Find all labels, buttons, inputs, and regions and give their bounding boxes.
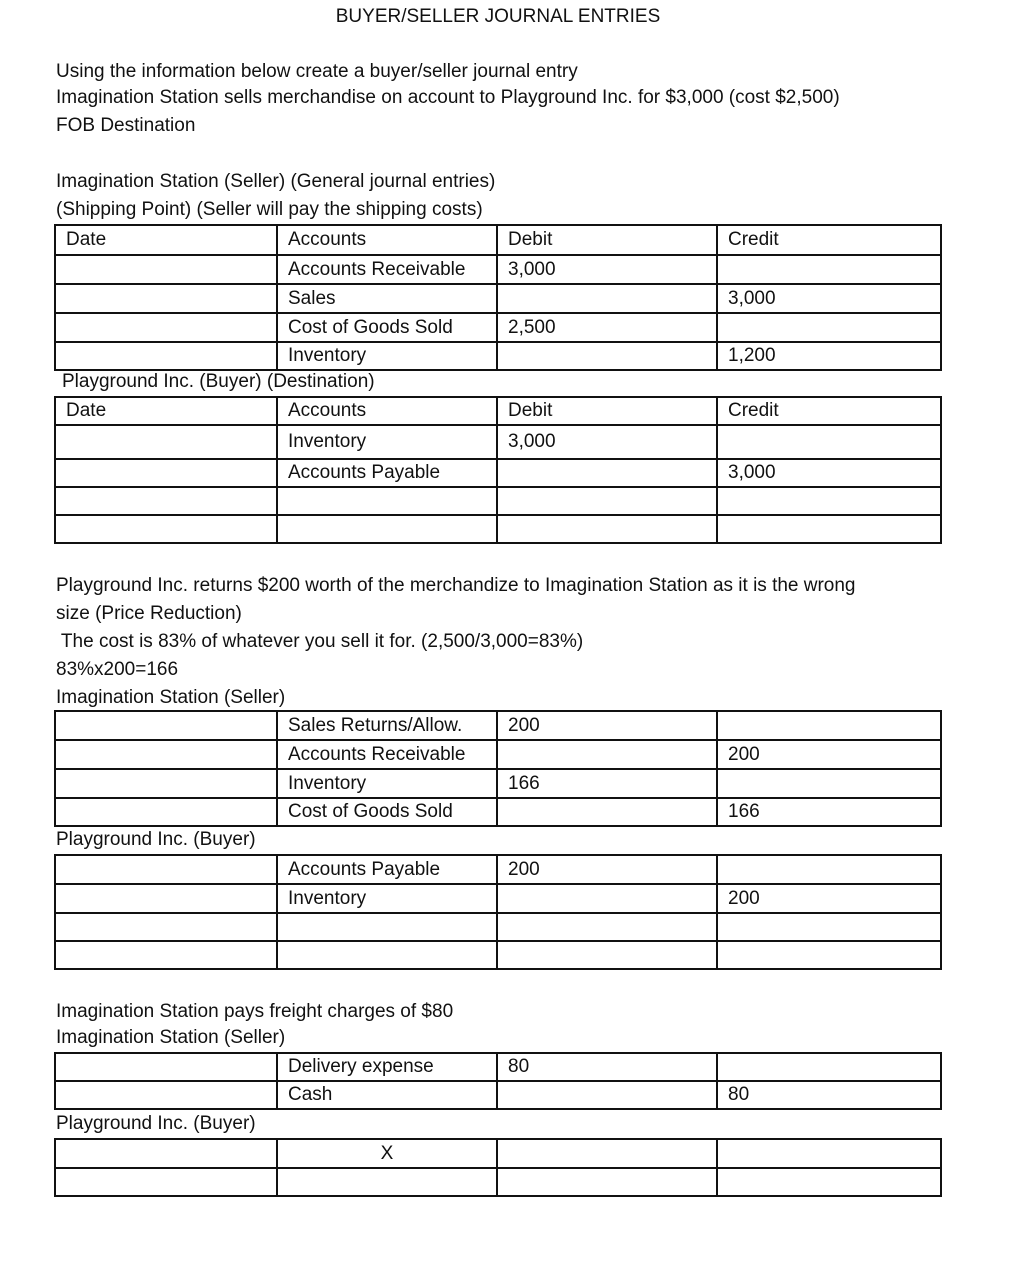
buyer-journal-table-1 [54, 396, 942, 544]
cell-account: Sales Returns/Allow. [277, 711, 497, 740]
cell-account: Cash [277, 1081, 497, 1109]
cell-debit [497, 941, 717, 969]
table-row [55, 459, 941, 487]
section3-text: Imagination Station pays freight charges of $80 [56, 1001, 454, 1022]
table-row [55, 342, 941, 370]
cell-debit: 200 [497, 711, 717, 740]
table-header-row [55, 225, 941, 255]
cell-debit: 166 [497, 769, 717, 798]
cell-account: X [277, 1139, 497, 1168]
buyer-journal-table-3 [54, 1138, 942, 1197]
cell-credit [717, 769, 941, 798]
cell-credit [717, 711, 941, 740]
cell-account: Inventory [277, 769, 497, 798]
section2-text-line-3: The cost is 83% of whatever you sell it for. (2,500/3,000=83%) [56, 631, 584, 652]
header-date: Date [55, 225, 277, 255]
cell-debit [497, 515, 717, 543]
cell-credit [717, 1168, 941, 1196]
cell-date [55, 855, 277, 884]
table-row [55, 711, 941, 740]
section2-buyer-label: Playground Inc. (Buyer) [56, 829, 256, 850]
cell-account: Inventory [277, 884, 497, 913]
seller-journal-table-3 [54, 1052, 942, 1110]
cell-date [55, 798, 277, 826]
cell-debit: 3,000 [497, 425, 717, 459]
cell-debit [497, 1168, 717, 1196]
cell-date [55, 425, 277, 459]
table-row [55, 1053, 941, 1081]
cell-debit [497, 884, 717, 913]
section3-buyer-label: Playground Inc. (Buyer) [56, 1113, 256, 1134]
section1-buyer-label: Playground Inc. (Buyer) (Destination) [62, 371, 375, 392]
cell-credit: 3,000 [717, 459, 941, 487]
cell-date [55, 711, 277, 740]
cell-debit [497, 1081, 717, 1109]
cell-credit: 166 [717, 798, 941, 826]
cell-account: Cost of Goods Sold [277, 313, 497, 342]
table-row [55, 487, 941, 515]
table-row [55, 284, 941, 313]
cell-date [55, 515, 277, 543]
cell-credit: 80 [717, 1081, 941, 1109]
header-credit: Credit [717, 225, 941, 255]
cell-account: Cost of Goods Sold [277, 798, 497, 826]
cell-account: Accounts Payable [277, 459, 497, 487]
section3-seller-label: Imagination Station (Seller) [56, 1027, 286, 1048]
intro-line-1: Using the information below create a buyer/seller journal entry [56, 61, 578, 82]
cell-date [55, 313, 277, 342]
header-date: Date [55, 397, 277, 425]
cell-date [55, 941, 277, 969]
cell-credit [717, 255, 941, 284]
table-row [55, 855, 941, 884]
cell-debit: 80 [497, 1053, 717, 1081]
cell-credit [717, 515, 941, 543]
cell-date [55, 913, 277, 941]
section2-text-line-2: size (Price Reduction) [56, 603, 242, 624]
section2-text-line-4: 83%x200=166 [56, 659, 179, 680]
table-row [55, 515, 941, 543]
cell-account: Sales [277, 284, 497, 313]
cell-credit [717, 487, 941, 515]
table-row [55, 941, 941, 969]
table-row [55, 1168, 941, 1196]
cell-credit [717, 1053, 941, 1081]
cell-date [55, 1139, 277, 1168]
section1-seller-sublabel: (Shipping Point) (Seller will pay the shipping costs) [56, 199, 483, 220]
cell-account [277, 941, 497, 969]
cell-date [55, 1053, 277, 1081]
cell-debit [497, 798, 717, 826]
cell-account: Accounts Payable [277, 855, 497, 884]
cell-account [277, 1168, 497, 1196]
cell-credit [717, 313, 941, 342]
header-debit: Debit [497, 225, 717, 255]
cell-account: Accounts Receivable [277, 255, 497, 284]
section2-seller-label: Imagination Station (Seller) [56, 687, 286, 708]
cell-debit [497, 487, 717, 515]
seller-journal-table-2 [54, 710, 942, 827]
cell-credit: 1,200 [717, 342, 941, 370]
table-row [55, 425, 941, 459]
cell-account: Accounts Receivable [277, 740, 497, 769]
table-row [55, 740, 941, 769]
header-credit: Credit [717, 397, 941, 425]
cell-debit [497, 740, 717, 769]
cell-credit: 3,000 [717, 284, 941, 313]
seller-journal-table-1 [54, 224, 942, 371]
cell-date [55, 1168, 277, 1196]
cell-account [277, 913, 497, 941]
cell-account: Inventory [277, 425, 497, 459]
cell-account: Inventory [277, 342, 497, 370]
section2-text-line-1: Playground Inc. returns $200 worth of the merchandize to Imagination Station as it is the wrong [56, 575, 856, 596]
cell-credit [717, 1139, 941, 1168]
cell-credit: 200 [717, 740, 941, 769]
cell-account: Delivery expense [277, 1053, 497, 1081]
buyer-journal-table-2 [54, 854, 942, 970]
cell-date [55, 342, 277, 370]
cell-debit [497, 284, 717, 313]
header-accounts: Accounts [277, 225, 497, 255]
cell-date [55, 284, 277, 313]
table-row [55, 255, 941, 284]
table-header-row [55, 397, 941, 425]
cell-date [55, 255, 277, 284]
cell-debit: 2,500 [497, 313, 717, 342]
cell-date [55, 769, 277, 798]
cell-date [55, 459, 277, 487]
intro-line-2: Imagination Station sells merchandise on account to Playground Inc. for $3,000 (cost $2,500) [56, 87, 840, 108]
cell-debit [497, 913, 717, 941]
cell-credit [717, 855, 941, 884]
cell-credit [717, 941, 941, 969]
cell-debit [497, 342, 717, 370]
cell-credit [717, 425, 941, 459]
table-row [55, 1139, 941, 1168]
cell-account [277, 487, 497, 515]
cell-credit: 200 [717, 884, 941, 913]
cell-date [55, 487, 277, 515]
cell-account [277, 515, 497, 543]
cell-debit: 3,000 [497, 255, 717, 284]
cell-credit [717, 913, 941, 941]
header-debit: Debit [497, 397, 717, 425]
table-row [55, 884, 941, 913]
header-accounts: Accounts [277, 397, 497, 425]
cell-date [55, 884, 277, 913]
table-row [55, 313, 941, 342]
cell-debit [497, 459, 717, 487]
section1-seller-label: Imagination Station (Seller) (General journal entries) [56, 171, 496, 192]
cell-debit: 200 [497, 855, 717, 884]
table-row [55, 798, 941, 826]
cell-date [55, 1081, 277, 1109]
cell-debit [497, 1139, 717, 1168]
table-row [55, 913, 941, 941]
table-row [55, 1081, 941, 1109]
intro-line-3: FOB Destination [56, 115, 196, 136]
cell-date [55, 740, 277, 769]
page-title: BUYER/SELLER JOURNAL ENTRIES [335, 6, 661, 27]
table-row [55, 769, 941, 798]
